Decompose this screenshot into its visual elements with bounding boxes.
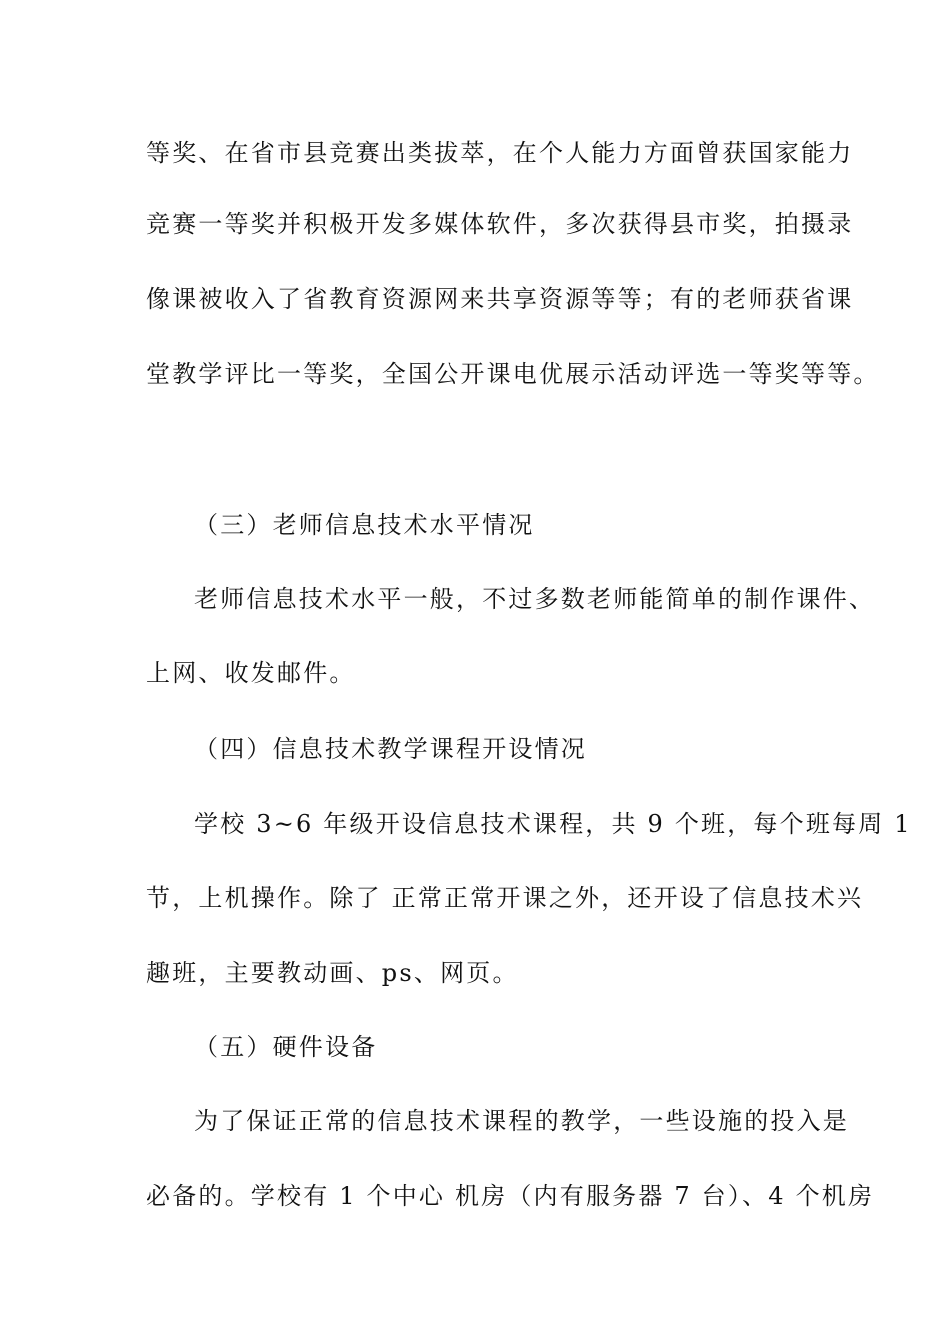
- paragraph-line: 为了保证正常的信息技术课程的教学，一些设施的投入是: [194, 1107, 849, 1135]
- paragraph-line: 必备的。学校有 1 个中心 机房（内有服务器 7 台）、4 个机房: [146, 1182, 875, 1210]
- paragraph-line: 等奖、在省市县竞赛出类拔萃，在个人能力方面曾获国家能力: [146, 139, 854, 167]
- section-heading: （五）硬件设备: [194, 1033, 378, 1061]
- paragraph-line: 学校 3~6 年级开设信息技术课程，共 9 个班，每个班每周 1: [194, 810, 912, 838]
- paragraph-line: 竞赛一等奖并积极开发多媒体软件，多次获得县市奖，拍摄录: [146, 210, 854, 238]
- paragraph-line: 堂教学评比一等奖，全国公开课电优展示活动评选一等奖等等。: [146, 360, 880, 388]
- paragraph-line: 上网、收发邮件。: [146, 659, 356, 687]
- section-heading: （三）老师信息技术水平情况: [194, 511, 535, 539]
- paragraph-line: 老师信息技术水平一般，不过多数老师能简单的制作课件、: [194, 585, 876, 613]
- paragraph-line: 像课被收入了省教育资源网来共享资源等等；有的老师获省课: [146, 285, 854, 313]
- paragraph-line: 趣班，主要教动画、ps、网页。: [146, 959, 519, 987]
- paragraph-line: 节，上机操作。除了 正常正常开课之外，还开设了信息技术兴: [146, 884, 864, 912]
- section-heading: （四）信息技术教学课程开设情况: [194, 735, 587, 763]
